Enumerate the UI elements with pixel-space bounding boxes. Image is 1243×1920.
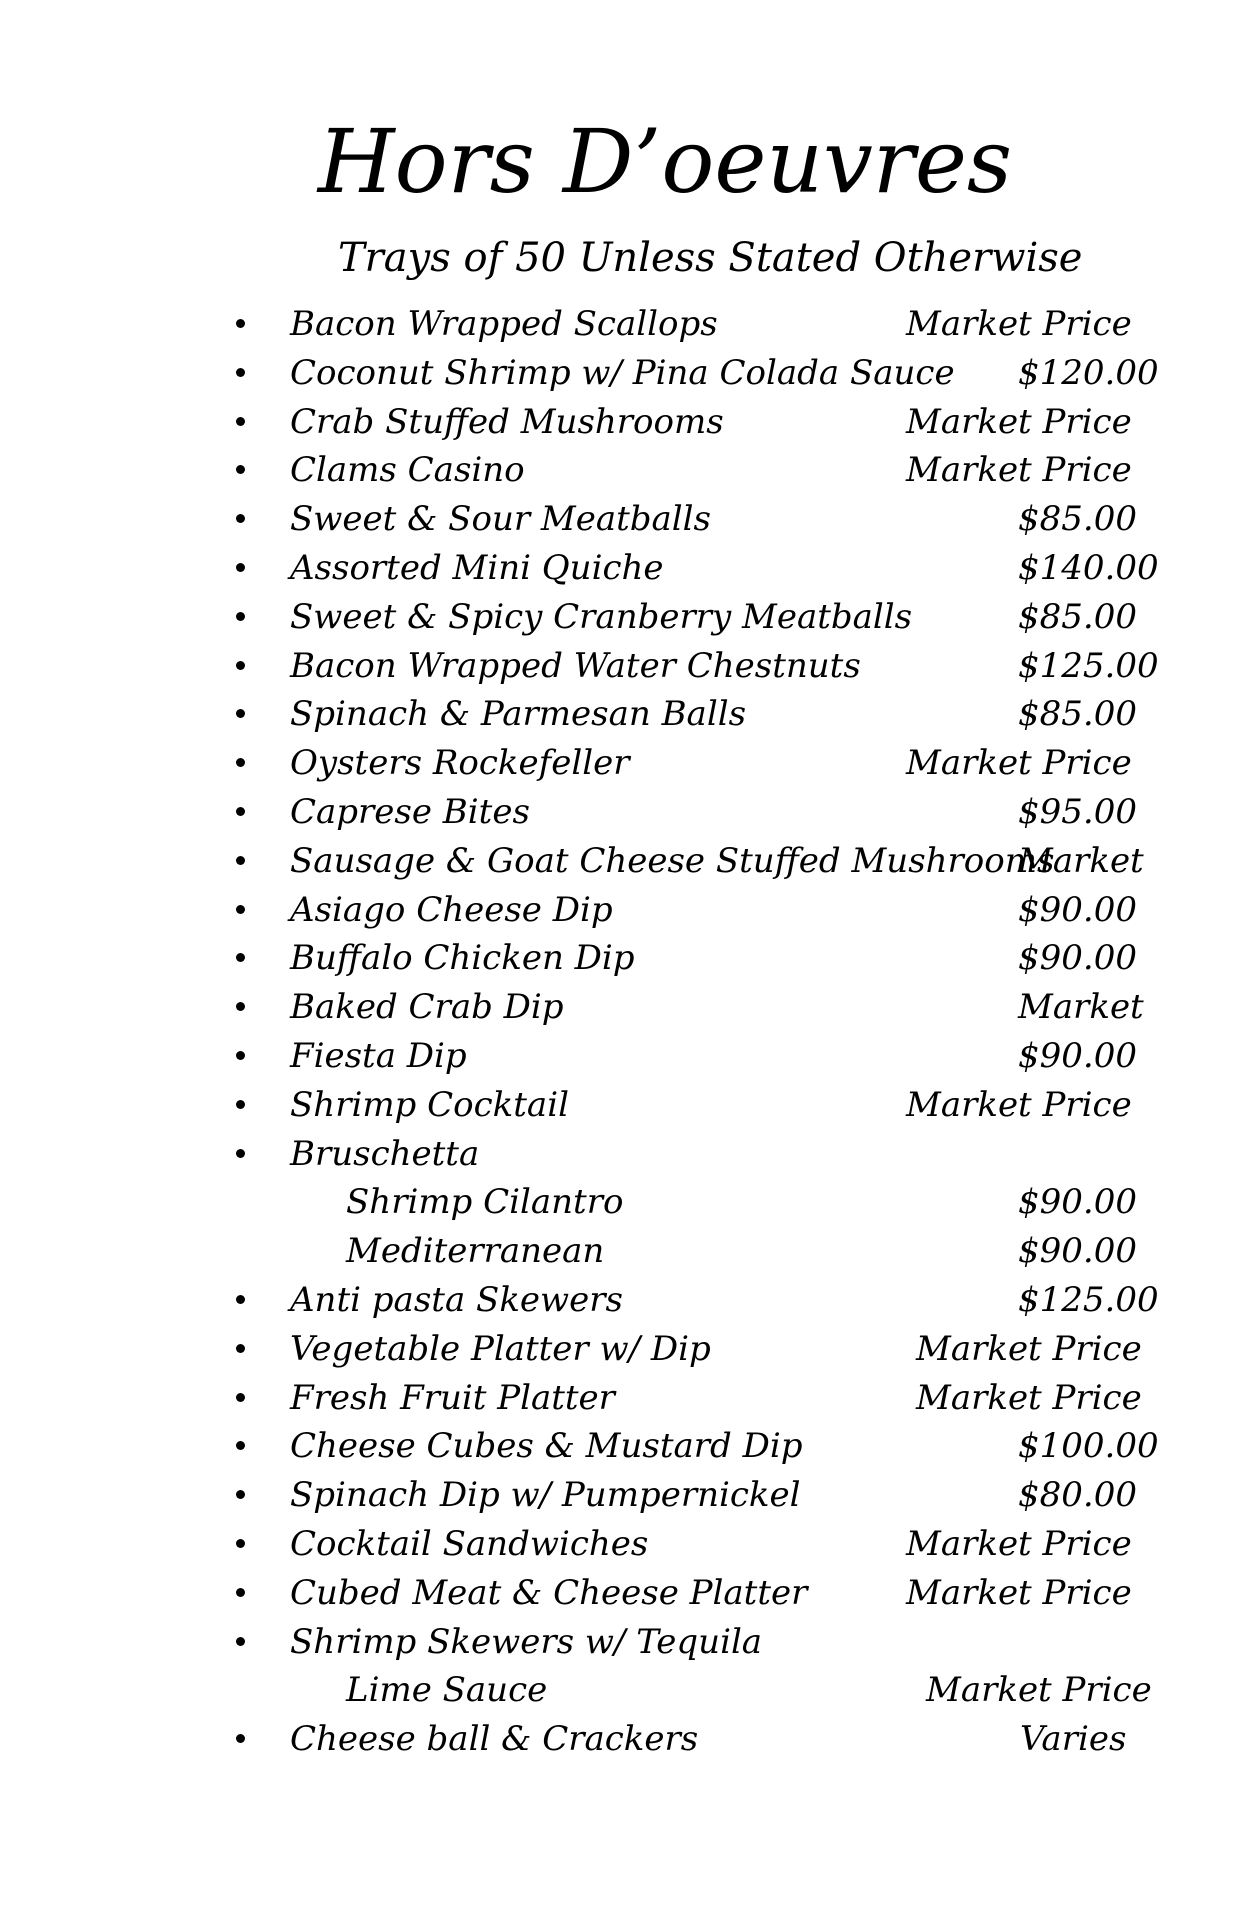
menu-item-name: Spinach Dip w/ Pumpernickel [290,1475,801,1516]
menu-item [0,786,1243,835]
bullet-icon [236,1539,245,1548]
menu-item [0,737,1243,786]
bullet-icon [236,1149,245,1158]
menu-item-name: Oysters Rockefeller [290,743,630,784]
menu-item-name: Clams Casino [290,450,525,491]
menu-item-name: Bruschetta [290,1133,480,1174]
menu-item [0,1518,1243,1567]
menu-item-price: $85.00 [1018,596,1137,637]
menu-item-price: $95.00 [1018,791,1137,832]
menu-item [0,1079,1243,1128]
menu-item [0,932,1243,981]
menu-item-price: $90.00 [1018,1182,1137,1223]
menu-item-price: $90.00 [1018,938,1137,979]
menu-item-name: Bacon Wrapped Scallops [290,304,718,344]
bullet-icon [236,856,245,865]
bullet-icon [236,1490,245,1499]
bullet-icon [236,709,245,718]
bullet-icon [236,1051,245,1060]
menu-item [0,1372,1243,1421]
menu-item-name: Assorted Mini Quiche [290,547,664,588]
bullet-icon [236,368,245,377]
menu-item-price: Market Price [916,1377,1142,1418]
bullet-icon [236,807,245,816]
menu-item-name: Coconut Shrimp w/ Pina Colada Sauce [290,352,955,393]
menu-item-name: Baked Crab Dip [290,987,564,1028]
menu-subitem-name: Lime Sauce [346,1670,548,1711]
menu-subitem-name: Shrimp Cilantro [346,1182,624,1223]
menu-item-name: Shrimp Cocktail [290,1084,569,1125]
menu-item-price: Varies [1020,1719,1127,1760]
menu-item-name: Cubed Meat & Cheese Platter [290,1572,808,1613]
page-title: Hors D’oeuvres [317,110,1013,213]
bullet-icon [236,1588,245,1597]
menu-item-name: Vegetable Platter w/ Dip [290,1328,711,1369]
bullet-icon [236,1441,245,1450]
menu-item [0,396,1243,445]
menu-item-price: $125.00 [1018,645,1159,686]
bullet-icon [236,1002,245,1011]
bullet-icon [236,1637,245,1646]
menu-item-name: Asiago Cheese Dip [290,889,613,930]
page-subtitle: Trays of 50 Unless Stated Otherwise [338,235,1083,281]
menu-item [0,1567,1243,1616]
bullet-icon [236,417,245,426]
menu-item-price: $100.00 [1018,1426,1159,1467]
menu-item-name: Crab Stuffed Mushrooms [290,401,724,442]
menu-item [0,981,1243,1030]
menu-item-price: Market Price [906,1572,1132,1613]
menu-item [0,1030,1243,1079]
menu-item [0,1713,1243,1762]
menu-subitem-name: Mediterranean [346,1231,605,1272]
menu-item-price: Market Price [906,450,1132,491]
menu-item [0,1128,1243,1177]
menu-item-price: Market Price [906,1523,1132,1564]
menu-item-name: Shrimp Skewers w/ Tequila [290,1621,763,1662]
menu-item-price: $140.00 [1018,547,1159,588]
menu-item-price: $90.00 [1018,889,1137,930]
bullet-icon [236,612,245,621]
menu-item-name: Spinach & Parmesan Balls [290,694,747,735]
bullet-icon [236,1344,245,1353]
menu-item [0,444,1243,493]
menu-item-price: $90.00 [1018,1231,1137,1272]
menu-list [0,298,1243,1762]
menu-subitem [0,1664,1243,1713]
bullet-icon [236,1734,245,1743]
menu-item-price: $125.00 [1018,1279,1159,1320]
bullet-icon [236,465,245,474]
bullet-icon [236,953,245,962]
menu-item-price: $80.00 [1018,1475,1137,1516]
menu-subitem [0,1176,1243,1225]
menu-item-name: Bacon Wrapped Water Chestnuts [290,645,861,686]
menu-item [0,1420,1243,1469]
menu-item-price: Market Price [926,1670,1152,1711]
bullet-icon [236,514,245,523]
menu-subitem [0,1225,1243,1274]
bullet-icon [236,319,245,328]
menu-item-name: Buffalo Chicken Dip [290,938,635,979]
bullet-icon [236,1100,245,1109]
menu-item [0,298,1243,347]
menu-item-price: Market Price [906,1084,1132,1125]
menu-item [0,347,1243,396]
menu-item-name: Cheese ball & Crackers [290,1719,699,1760]
bullet-icon [236,563,245,572]
menu-item-name: Sweet & Spicy Cranberry Meatballs [290,596,913,637]
menu-item [0,835,1243,884]
menu-item-price: $120.00 [1018,352,1159,393]
bullet-icon [236,1393,245,1402]
menu-item-name: Cheese Cubes & Mustard Dip [290,1426,803,1467]
menu-item-name: Fresh Fruit Platter [290,1377,615,1418]
menu-item [0,493,1243,542]
menu-item-price: Market Price [906,401,1132,442]
bullet-icon [236,661,245,670]
menu-item [0,542,1243,591]
menu-item-price: $85.00 [1018,499,1137,540]
menu-item [0,1616,1243,1665]
menu-item-price: Market [1018,840,1144,881]
menu-item [0,1274,1243,1323]
menu-item-name: Fiesta Dip [290,1035,467,1076]
menu-item-name: Anti pasta Skewers [290,1279,623,1320]
menu-item [0,1323,1243,1372]
menu-item-name: Sausage & Goat Cheese Stuffed Mushrooms [290,840,1055,881]
bullet-icon [236,758,245,767]
menu-item-price: $85.00 [1018,694,1137,735]
menu-item [0,688,1243,737]
menu-item [0,1469,1243,1518]
menu-item-price: Market Price [916,1328,1142,1369]
bullet-icon [236,1295,245,1304]
menu-item [0,640,1243,689]
menu-item-price: $90.00 [1018,1035,1137,1076]
menu-item-price: Market Price [906,743,1132,784]
menu-item-price: Market [1018,987,1144,1028]
menu-item-name: Cocktail Sandwiches [290,1523,649,1564]
menu-item-name: Caprese Bites [290,791,530,832]
menu-item [0,591,1243,640]
menu-item [0,884,1243,933]
bullet-icon [236,905,245,914]
menu-item-price: Market Price [906,304,1132,344]
menu-item-name: Sweet & Sour Meatballs [290,499,711,540]
